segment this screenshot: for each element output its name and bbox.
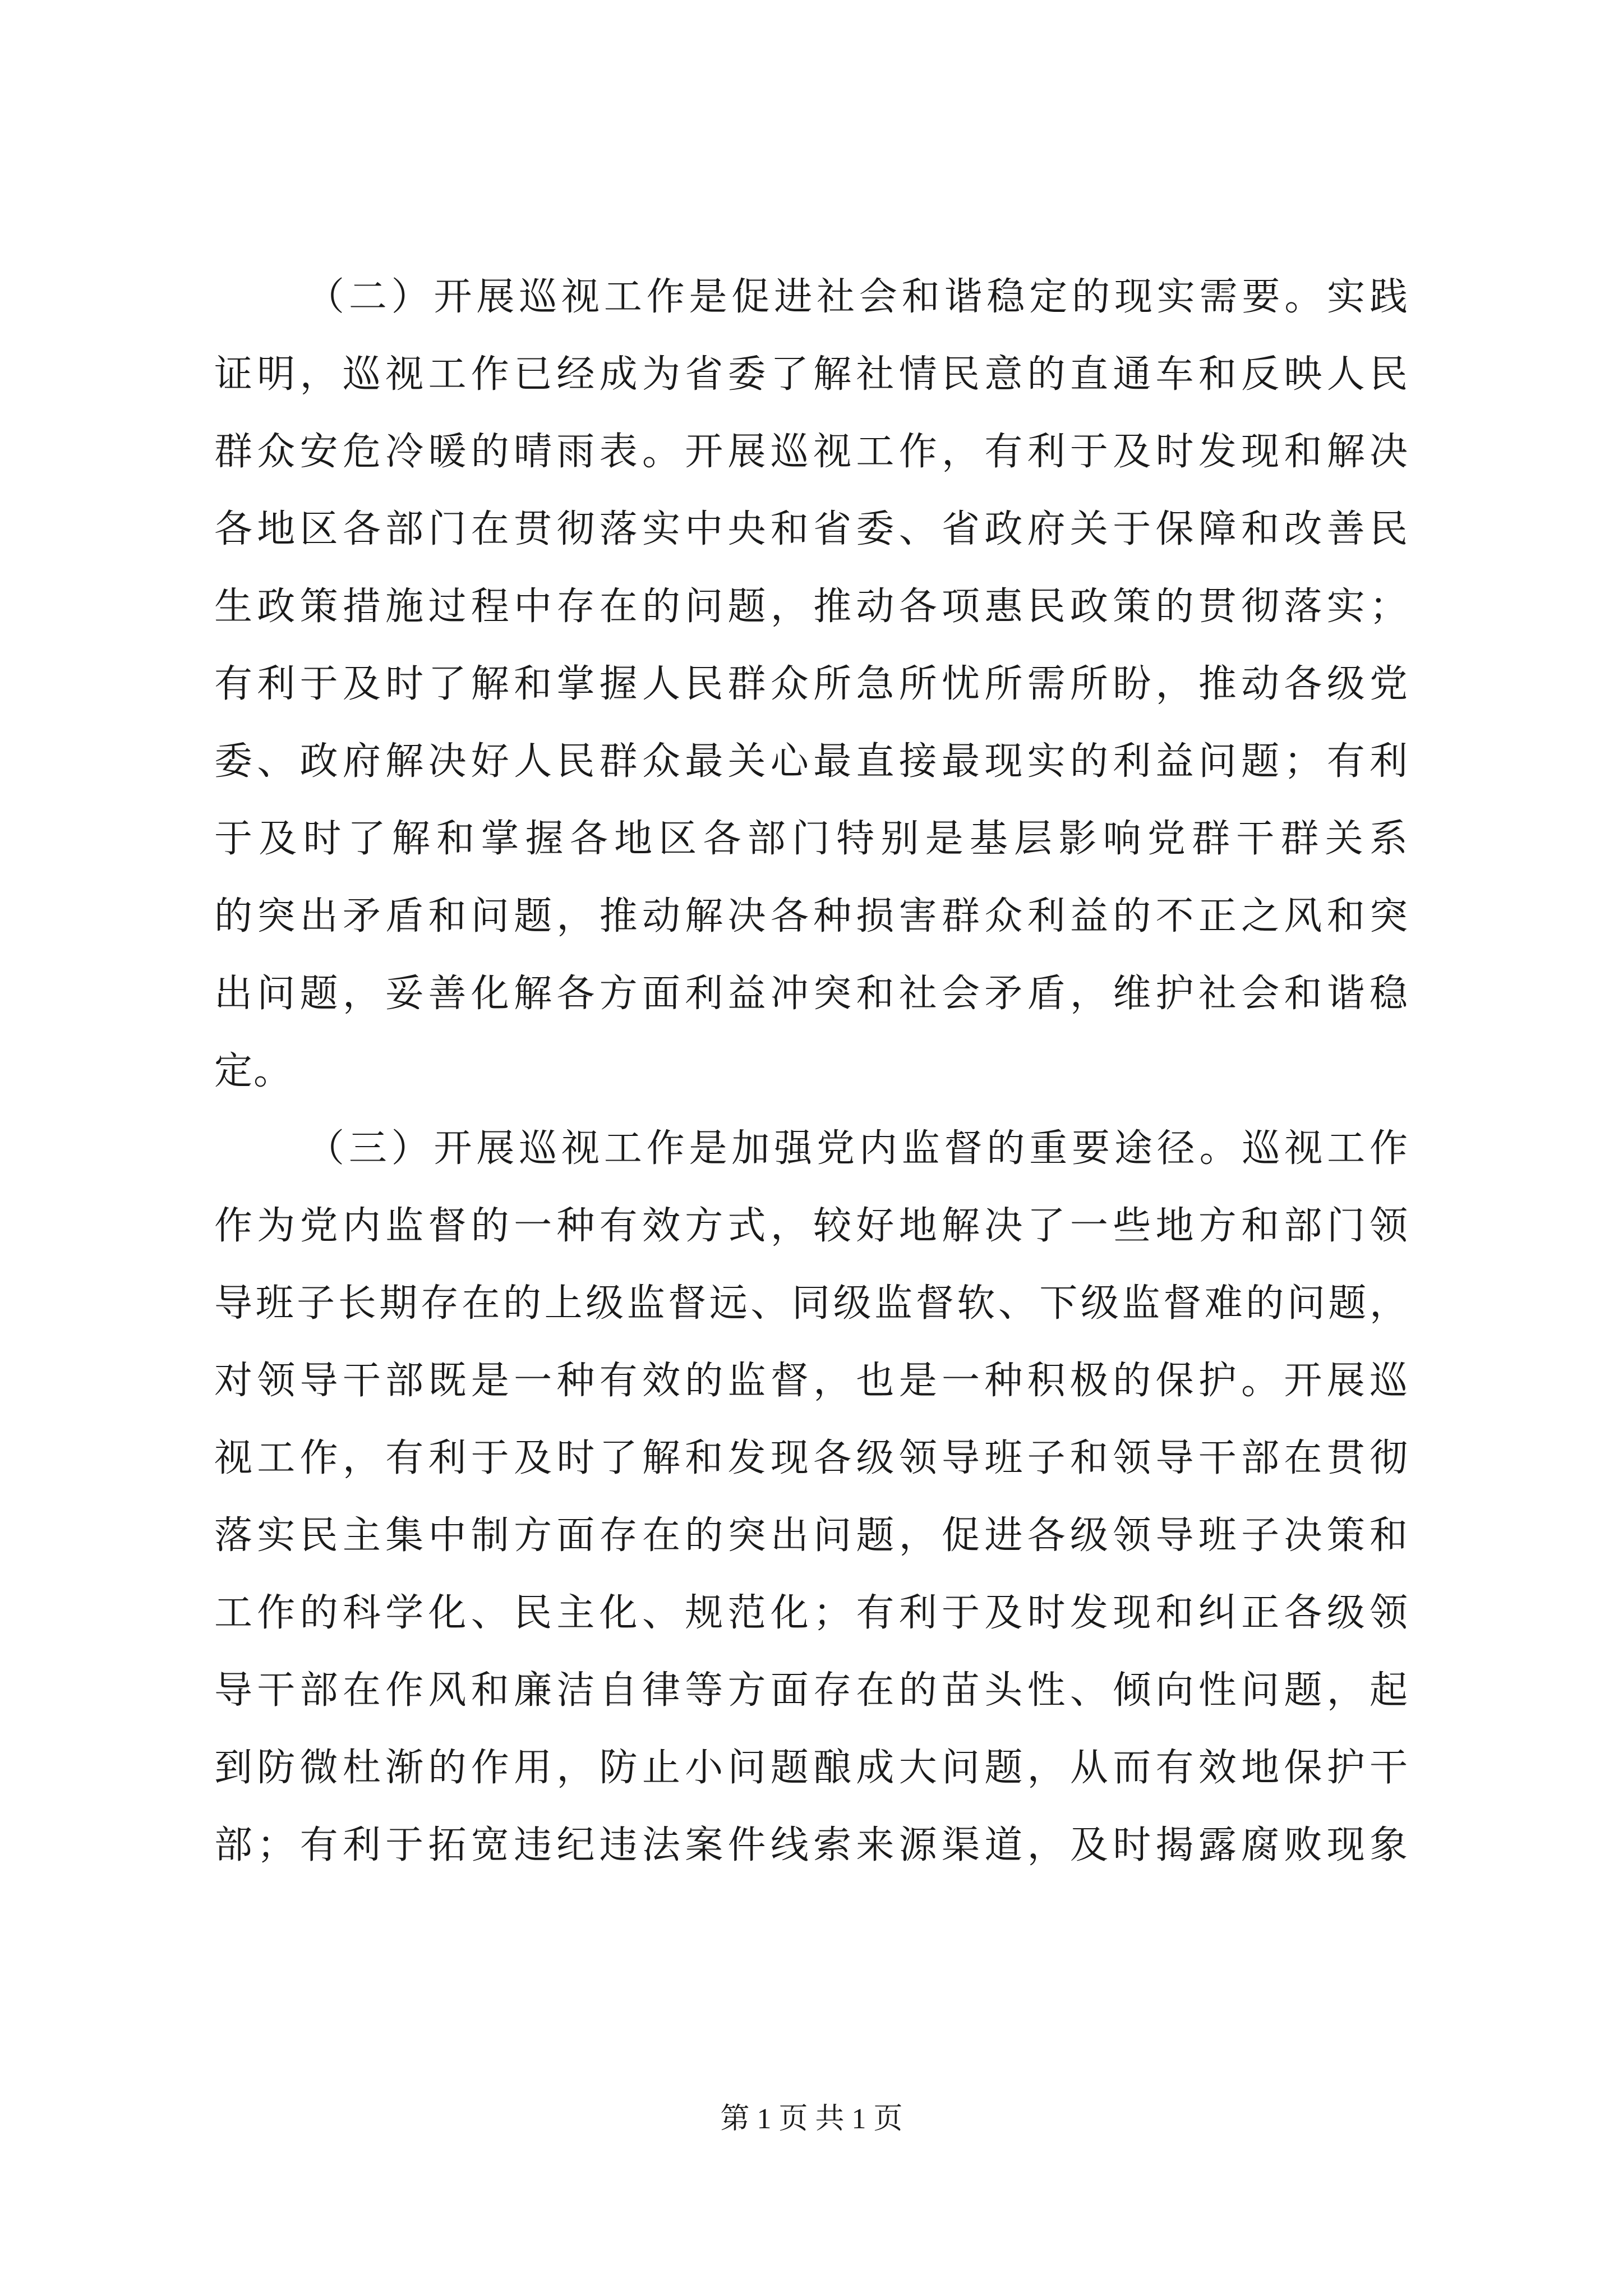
paragraph-line: 群众安危冷暖的晴雨表。开展巡视工作，有利于及时发现和解决: [214, 430, 1409, 474]
paragraph-line: 委、政府解决好人民群众最关心最直接最现实的利益问题；有利: [214, 739, 1409, 784]
paragraph-line: 生政策措施过程中存在的问题，推动各项惠民政策的贯彻落实；: [214, 585, 1409, 629]
paragraph-line: 有利于及时了解和掌握人民群众所急所忧所需所盼，推动各级党: [214, 662, 1409, 706]
paragraph-line: 导干部在作风和廉洁自律等方面存在的苗头性、倾向性问题，起: [214, 1668, 1409, 1713]
paragraph-line: 证明，巡视工作已经成为省委了解社情民意的直通车和反映人民: [214, 352, 1409, 397]
paragraph-line: 的突出矛盾和问题，推动解决各种损害群众利益的不正之风和突: [214, 894, 1409, 938]
paragraph-line: 落实民主集中制方面存在的突出问题，促进各级领导班子决策和: [214, 1513, 1409, 1558]
paragraph-line: 定。: [214, 1049, 293, 1093]
paragraph-line: 出问题，妥善化解各方面利益冲突和社会矛盾，维护社会和谐稳: [214, 972, 1409, 1016]
paragraph-line: 各地区各部门在贯彻落实中央和省委、省政府关于保障和改善民: [214, 507, 1409, 551]
paragraph-line: 导班子长期存在的上级监督远、同级监督软、下级监督难的问题，: [214, 1281, 1409, 1326]
paragraph-line: 工作的科学化、民主化、规范化；有利于及时发现和纠正各级领: [214, 1591, 1409, 1635]
paragraph-line: 到防微杜渐的作用，防止小问题酿成大问题，从而有效地保护干: [214, 1746, 1409, 1790]
paragraph-line: 于及时了解和掌握各地区各部门特别是基层影响党群干群关系: [214, 817, 1409, 861]
paragraph-line: （三）开展巡视工作是加强党内监督的重要途径。巡视工作: [306, 1126, 1409, 1171]
page-number-footer: 第 1 页 共 1 页: [720, 2103, 903, 2135]
paragraph-line: （二）开展巡视工作是促进社会和谐稳定的现实需要。实践: [306, 275, 1409, 319]
paragraph-line: 对领导干部既是一种有效的监督，也是一种积极的保护。开展巡: [214, 1359, 1409, 1403]
paragraph-line: 作为党内监督的一种有效方式，较好地解决了一些地方和部门领: [214, 1204, 1409, 1248]
paragraph-line: 视工作，有利于及时了解和发现各级领导班子和领导干部在贯彻: [214, 1436, 1409, 1480]
paragraph-line: 部；有利于拓宽违纪违法案件线索来源渠道，及时揭露腐败现象: [214, 1823, 1409, 1867]
